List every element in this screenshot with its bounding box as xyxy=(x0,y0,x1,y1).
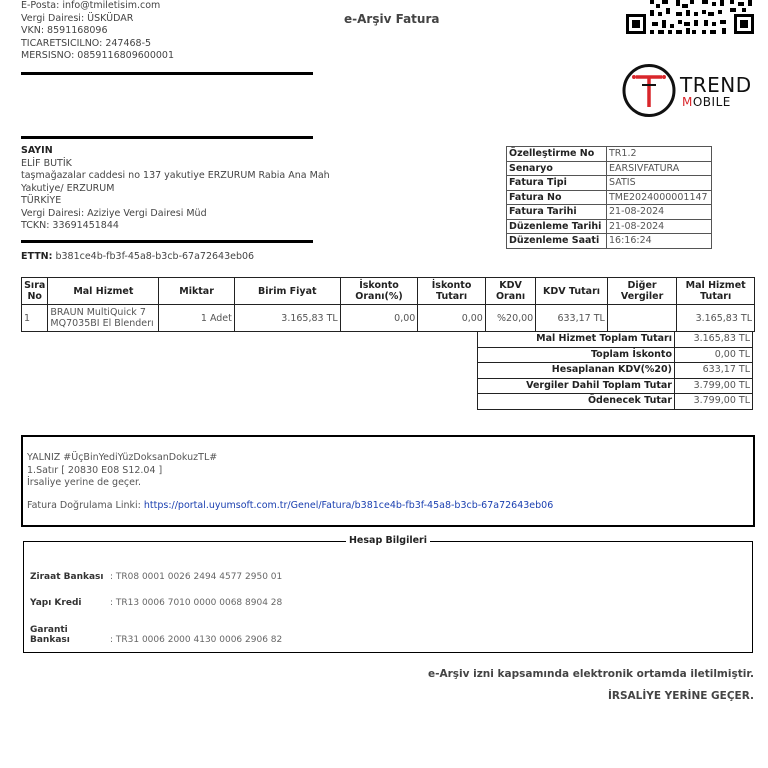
table-row xyxy=(478,347,753,363)
buyer-heading: SAYIN xyxy=(21,145,53,156)
table-row xyxy=(507,176,712,191)
info-value: TME2024000001147 xyxy=(607,190,712,205)
notes-box xyxy=(21,435,755,527)
verification-link[interactable]: https://portal.uyumsoft.com.tr/Genel/Fatura/b381ce4b-fb3f-45a8-b3cb-67a72643eb06 xyxy=(143,500,554,511)
info-value: 21-08-2024 xyxy=(607,219,712,234)
qr-code-icon xyxy=(626,0,754,36)
footer-line2: İRSALİYE YERİNE GEÇER. xyxy=(607,690,754,702)
seller-email: E-Posta: info@tmiletisim.com xyxy=(21,0,161,11)
col-diger-vergiler: Diğer Vergiler xyxy=(607,278,677,305)
total-label: Ödenecek Tutar xyxy=(478,394,675,410)
bank-iban: : TR13 0006 7010 0000 0068 8904 28 xyxy=(110,598,283,608)
verification-link-row xyxy=(27,500,553,513)
item-mal-hizmet: BRAUN MultiQuick 7 MQ7035BI El Blenderı xyxy=(48,305,159,332)
col-birim-fiyat: Birim Fiyat xyxy=(234,278,340,305)
buyer-bottom-divider xyxy=(21,240,313,243)
info-value: SATIS xyxy=(607,176,712,191)
seller-tax-office: Vergi Dairesi: ÜSKÜDAR xyxy=(21,12,134,24)
notes-satir: 1.Satır [ 20830 E08 S12.04 ] xyxy=(27,464,163,476)
items-table xyxy=(21,277,755,332)
total-value: 3.799,00 TL xyxy=(675,378,753,394)
totals-table xyxy=(477,331,753,410)
buyer-top-divider xyxy=(21,136,313,139)
buyer-name: ELİF BUTİK xyxy=(21,157,72,169)
buyer-country: TÜRKİYE xyxy=(21,195,62,206)
item-kdv-orani: %20,00 xyxy=(485,305,535,332)
item-birim-fiyat: 3.165,83 TL xyxy=(234,305,340,332)
item-miktar: 1 Adet xyxy=(159,305,235,332)
bank-name: Garanti Bankası xyxy=(30,625,70,645)
footer-line1: e-Arşiv izni kapsamında elektronik ortamda iletilmiştir. xyxy=(427,668,754,680)
logo-text-mobile-accent: M xyxy=(682,95,693,109)
seller-mersis: MERSISNO: 0859116809600001 xyxy=(21,50,175,61)
info-value: TR1.2 xyxy=(607,147,712,162)
notes-irsaliye: İrsaliye yerine de geçer. xyxy=(27,477,142,488)
bank-iban: : TR31 0006 2000 4130 0006 2906 82 xyxy=(110,635,283,645)
total-label: Toplam İskonto xyxy=(478,347,675,363)
table-row xyxy=(478,363,753,379)
seller-trade-reg: TICARETSICILNO: 247468-5 xyxy=(21,37,152,49)
ettn-label: ETTN: xyxy=(21,251,53,262)
item-diger-vergiler xyxy=(607,305,677,332)
info-key: Düzenleme Saati xyxy=(507,234,607,249)
table-row xyxy=(507,234,712,249)
col-miktar: Miktar xyxy=(159,278,235,305)
info-key: Özelleştirme No xyxy=(507,147,607,162)
bank-row-ziraat xyxy=(30,572,282,582)
logo-text-mobile-rest: OBILE xyxy=(692,95,731,109)
bank-iban: : TR08 0001 0026 2494 4577 2950 01 xyxy=(110,572,283,582)
buyer-tax-office: Vergi Dairesi: Aziziye Vergi Dairesi Müd xyxy=(21,207,207,219)
table-row xyxy=(507,161,712,176)
document-title: e-Arşiv Fatura xyxy=(344,12,440,26)
trend-mobile-logo-icon xyxy=(622,63,678,118)
info-key: Senaryo xyxy=(507,161,607,176)
buyer-address-line1: taşmağazalar caddesi no 137 yakutiye ERZURUM Rabia Ana Mah xyxy=(21,170,330,181)
bank-row-garanti xyxy=(30,625,282,645)
col-iskonto-orani: İskonto Oranı(%) xyxy=(340,278,418,305)
total-value: 3.799,00 TL xyxy=(675,394,753,410)
seller-divider xyxy=(21,72,313,75)
item-iskonto-orani: 0,00 xyxy=(340,305,418,332)
info-value: 21-08-2024 xyxy=(607,205,712,220)
col-mal-hizmet-tutari: Mal Hizmet Tutarı xyxy=(677,278,755,305)
company-logo xyxy=(622,63,754,118)
buyer-address-line2: Yakutiye/ ERZURUM xyxy=(21,182,115,194)
table-row xyxy=(507,147,712,162)
info-key: Düzenleme Tarihi xyxy=(507,219,607,234)
bank-info-box xyxy=(23,535,753,653)
notes-text xyxy=(27,452,217,490)
table-row xyxy=(478,332,753,348)
notes-yalniz: YALNIZ #ÜçBinYediYüzDoksanDokuzTL# xyxy=(27,452,218,463)
ettn-value: b381ce4b-fb3f-45a8-b3cb-67a72643eb06 xyxy=(55,251,255,262)
buyer-info xyxy=(21,145,330,233)
table-row xyxy=(22,305,755,332)
table-row xyxy=(478,378,753,394)
col-sira: Sıra No xyxy=(22,278,48,305)
info-value: 16:16:24 xyxy=(607,234,712,249)
item-tutar: 3.165,83 TL xyxy=(677,305,755,332)
total-value: 633,17 TL xyxy=(675,363,753,379)
logo-text-mobile xyxy=(682,96,731,109)
info-value: EARSIVFATURA xyxy=(607,161,712,176)
total-label: Mal Hizmet Toplam Tutarı xyxy=(478,332,675,348)
bank-info-title: Hesap Bilgileri xyxy=(24,535,752,546)
total-value: 0,00 TL xyxy=(675,347,753,363)
total-value: 3.165,83 TL xyxy=(675,332,753,348)
info-key: Fatura No xyxy=(507,190,607,205)
item-sira: 1 xyxy=(22,305,48,332)
table-row xyxy=(507,219,712,234)
bank-name: Yapı Kredi xyxy=(30,598,82,608)
table-row xyxy=(478,394,753,410)
verification-link-label: Fatura Doğrulama Linki: xyxy=(27,500,141,511)
col-kdv-tutari: KDV Tutarı xyxy=(536,278,608,305)
seller-vkn: VKN: 8591168096 xyxy=(21,25,108,36)
bank-row-yapi-kredi xyxy=(30,598,282,608)
bank-name: Ziraat Bankası xyxy=(30,572,104,582)
item-kdv-tutari: 633,17 TL xyxy=(536,305,608,332)
col-mal-hizmet: Mal Hizmet xyxy=(48,278,159,305)
total-label: Vergiler Dahil Toplam Tutar xyxy=(478,378,675,394)
item-iskonto-tutari: 0,00 xyxy=(418,305,486,332)
buyer-tckn: TCKN: 33691451844 xyxy=(21,220,119,231)
seller-info xyxy=(21,0,174,63)
info-key: Fatura Tipi xyxy=(507,176,607,191)
total-label: Hesaplanan KDV(%20) xyxy=(478,363,675,379)
table-row xyxy=(507,190,712,205)
items-header-row xyxy=(22,278,755,305)
invoice-info-table xyxy=(506,146,712,249)
logo-text-trend: TREND xyxy=(680,73,752,97)
col-iskonto-tutari: İskonto Tutarı xyxy=(418,278,486,305)
info-key: Fatura Tarihi xyxy=(507,205,607,220)
col-kdv-orani: KDV Oranı xyxy=(485,278,535,305)
table-row xyxy=(507,205,712,220)
ettn xyxy=(21,251,254,264)
